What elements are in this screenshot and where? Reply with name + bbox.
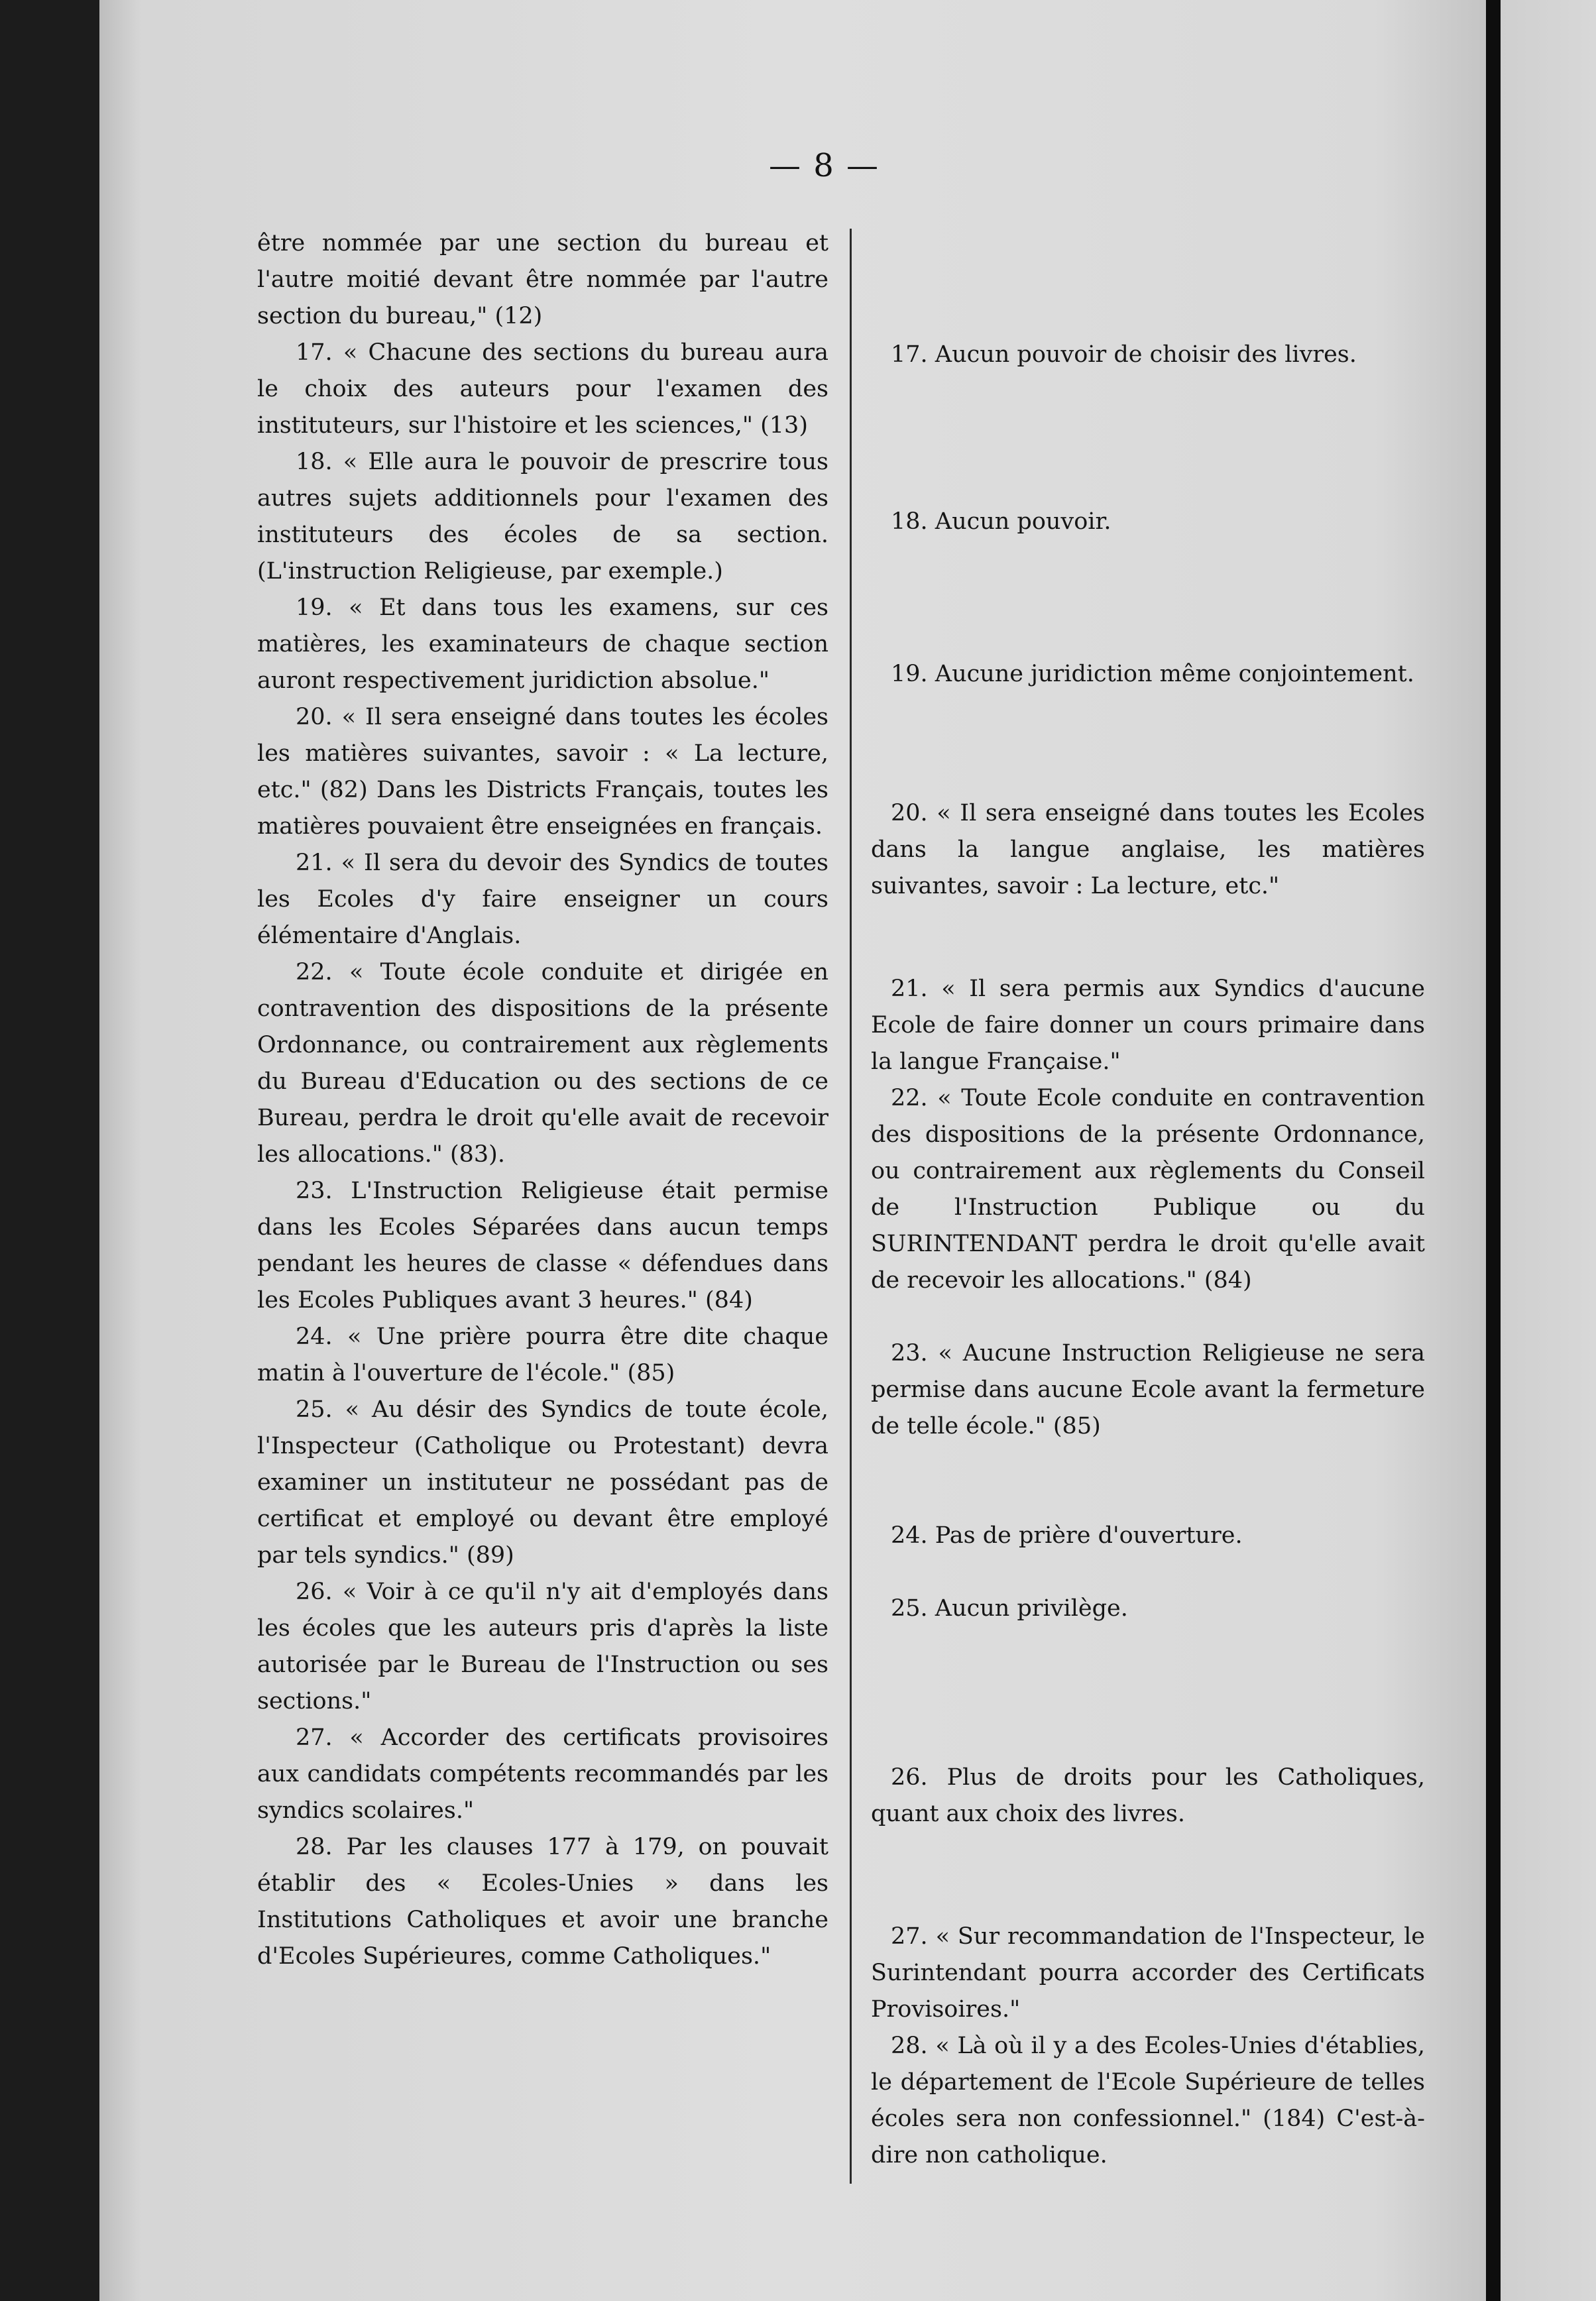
right-paragraph: 25. Aucun privilège. <box>891 1595 1128 1622</box>
left-column <box>257 225 828 1975</box>
column-divider <box>850 229 852 2184</box>
left-paragraph: 24. « Une prière pourra être dite chaque matin à l'ouverture de l'école." (85) <box>257 1323 828 1386</box>
right-paragraph: 18. Aucun pouvoir. <box>891 508 1112 535</box>
left-paragraph: 27. « Accorder des certificats provisoires aux candidats compétents recommandés par les syndics scolaires." <box>257 1724 828 1824</box>
left-paragraph: 17. « Chacune des sections du bureau aura le choix des auteurs pour l'examen des instituteurs, sur l'histoire et les sciences," (13) <box>257 339 828 439</box>
left-paragraph: 26. « Voir à ce qu'il n'y ait d'employés dans les écoles que les auteurs pris d'après la liste autorisée par le Bureau de l'Instruction ou ses sections." <box>257 1579 828 1714</box>
left-paragraph: 18. « Elle aura le pouvoir de prescrire tous autres sujets additionnels pour l'examen des instituteurs des écoles de sa section. (L'instruction Religieuse, par exemple.) <box>257 449 828 585</box>
right-paragraph: 26. Plus de droits pour les Catholiques, quant aux choix des livres. <box>871 1764 1425 1827</box>
right-paragraph: 21. « Il sera permis aux Syndics d'aucune Ecole de faire donner un cours primaire dans la langue Française." <box>871 976 1425 1075</box>
right-paragraph: 17. Aucun pouvoir de choisir des livres. <box>891 341 1357 368</box>
left-paragraph: 25. « Au désir des Syndics de toute école, l'Inspecteur (Catholique ou Protestant) devra examiner un instituteur ne possédant pas de certificat et employé ou devant être employé par tels syndics." (89) <box>257 1396 828 1569</box>
binding-gutter <box>1486 0 1501 2301</box>
left-paragraph: 22. « Toute école conduite et dirigée en contravention des dispositions de la présente Ordonnance, ou contrairement aux règlements du Bureau d'Education ou des sections de ce Bureau, perdra le droit qu'elle avait de recevoir les allocations." (83). <box>257 959 828 1168</box>
left-paragraph: être nommée par une section du bureau et l'autre moitié devant être nommée par l'autre section du bureau," (12) <box>257 230 828 329</box>
left-paragraph: 28. Par les clauses 177 à 179, on pouvait établir des « Ecoles-Unies » dans les Institutions Catholiques et avoir une branche d'Ecoles Supérieures, comme Catholiques." <box>257 1834 828 1970</box>
right-paragraph: 22. « Toute Ecole conduite en contravention des dispositions de la présente Ordonnance, ou contrairement aux règlements du Conseil de l'Instruction Publique ou du SURINTENDANT perdra le droit qu'elle avait de recevoir les allocations." (84) <box>871 1085 1425 1294</box>
left-paragraph: 23. L'Instruction Religieuse était permise dans les Ecoles Séparées dans aucun temps pendant les heures de classe « défendues dans les Ecoles Publiques avant 3 heures." (84) <box>257 1178 828 1314</box>
left-paragraph: 20. « Il sera enseigné dans toutes les écoles les matières suivantes, savoir : « La lecture, etc." (82) Dans les Districts Français, toutes les matières pouvaient être enseignées en français. <box>257 704 828 840</box>
right-paragraph: 23. « Aucune Instruction Religieuse ne sera permise dans aucune Ecole avant la fermeture de telle école." (85) <box>871 1340 1425 1439</box>
right-paragraph: 27. « Sur recommandation de l'Inspecteur, le Surintendant pourra accorder des Certificats Provisoires." <box>871 1923 1425 2023</box>
page-number: — 8 — <box>769 147 880 184</box>
right-paragraph: 20. « Il sera enseigné dans toutes les Ecoles dans la langue anglaise, les matières suivantes, savoir : La lecture, etc." <box>871 800 1425 899</box>
left-paragraph: 19. « Et dans tous les examens, sur ces matières, les examinateurs de chaque section auront respectivement juridiction absolue." <box>257 594 828 694</box>
adjacent-page-edge <box>1501 0 1596 2301</box>
left-paragraph: 21. « Il sera du devoir des Syndics de toutes les Ecoles d'y faire enseigner un cours élémentaire d'Anglais. <box>257 850 828 949</box>
right-paragraph: 24. Pas de prière d'ouverture. <box>891 1522 1243 1549</box>
right-paragraph: 28. « Là où il y a des Ecoles-Unies d'établies, le département de l'Ecole Supérieure de telles écoles sera non confessionnel." (184) C'est-à-dire non catholique. <box>871 2033 1425 2168</box>
right-paragraph: 19. Aucune juridiction même conjointement. <box>891 661 1414 687</box>
